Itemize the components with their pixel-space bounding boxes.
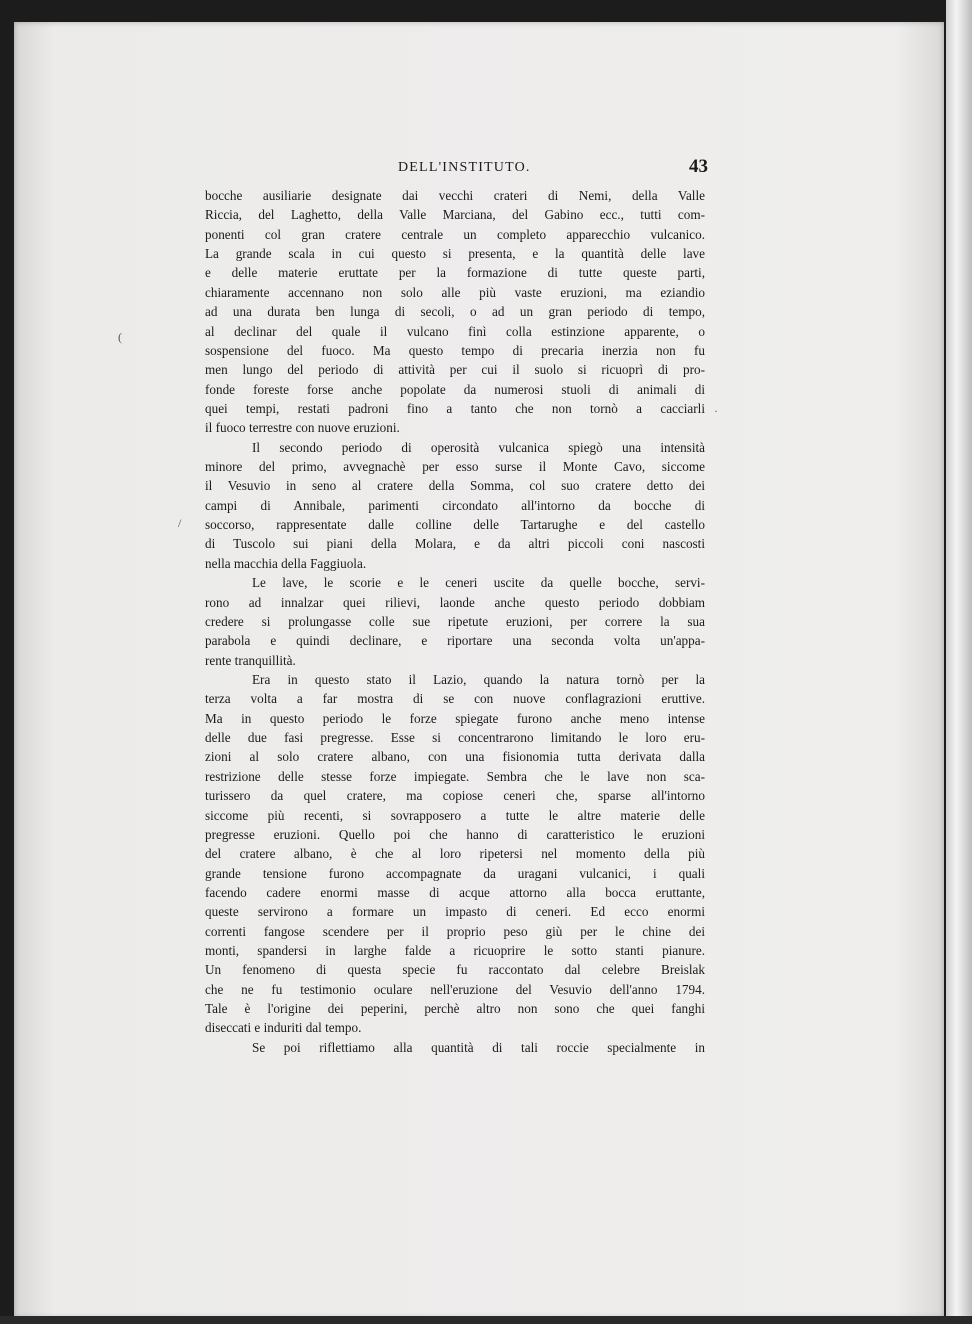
running-head: DELL'INSTITUTO. <box>398 160 531 175</box>
text-line: Un fenomeno di questa specie fu raccontato dal celebre Breislak <box>205 962 705 978</box>
text-line: sospensione del fuoco. Ma questo tempo di precaria inerzia non fu <box>205 342 705 358</box>
margin-mark: · <box>714 404 718 418</box>
text-line: La grande scala in cui questo si presenta, e la quantità delle lave <box>205 246 705 262</box>
text-line: zioni al solo cratere albano, con una fisionomia tutta derivata dalla <box>205 749 705 765</box>
text-line: e delle materie eruttate per la formazione di tutte queste parti, <box>205 265 705 281</box>
text-line: correnti fangose scendere per il proprio peso giù per le chine dei <box>205 923 705 939</box>
text-line: facendo cadere enormi masse di acque attorno alla bocca eruttante, <box>205 884 705 900</box>
text-line: soccorso, rappresentate dalle colline delle Tartarughe e del castello <box>205 517 705 533</box>
text-line: al declinar del quale il vulcano finì colla estinzione apparente, o <box>205 323 705 339</box>
text-line: queste servirono a formare un impasto di ceneri. Ed ecco enormi <box>205 904 705 920</box>
text-line: rente tranquillità. <box>205 652 296 668</box>
text-line: il Vesuvio in seno al cratere della Somma, col suo cratere detto dei <box>205 478 705 494</box>
text-line: nella macchia della Faggiuola. <box>205 555 367 571</box>
page-edge <box>946 0 972 1324</box>
text-line: Le lave, le scorie e le ceneri uscite da quelle bocche, servi- <box>252 575 705 591</box>
text-line: rono ad innalzar quei rilievi, laonde anche questo periodo dobbiam <box>205 594 705 610</box>
text-line: Ma in questo periodo le forze spiegate furono anche meno intense <box>205 710 705 726</box>
text-line: restrizione delle stesse forze impiegate. Sembra che le lave non sca- <box>205 768 705 784</box>
text-line: parabola e quindi declinare, e riportare una seconda volta un'appa- <box>205 633 705 649</box>
text-line: bocche ausiliarie designate dai vecchi crateri di Nemi, della Valle <box>205 188 705 203</box>
margin-mark: ( <box>118 330 122 344</box>
margin-mark: / <box>178 516 182 530</box>
text-line: men lungo del periodo di attività per cui il suolo si ricuoprì di pro- <box>205 362 705 378</box>
text-line: quei tempi, restati padroni fino a tanto che non tornò a cacciarli <box>205 400 705 416</box>
text-line: Tale è l'origine dei peperini, perchè altro non sono che quei fanghi <box>205 1001 705 1017</box>
text-line: del cratere albano, è che al loro ripetersi nel momento della più <box>205 846 705 862</box>
text-line: minore del primo, avvegnachè per esso surse il Monte Cavo, siccome <box>205 459 705 475</box>
text-line: Era in questo stato il Lazio, quando la natura tornò per la <box>252 671 705 687</box>
text-line: chiaramente accennano non solo alle più vaste eruzioni, ma eziandio <box>205 284 705 300</box>
text-line: Il secondo periodo di operosità vulcanica spiegò una intensità <box>252 439 705 455</box>
text-line: Riccia, del Laghetto, della Valle Marciana, del Gabino ecc., tutti com- <box>205 207 705 223</box>
text-line: Se poi riflettiamo alla quantità di tali roccie specialmente in <box>252 1039 705 1055</box>
text-line: ad una durata ben lunga di secoli, o ad un gran periodo di tempo, <box>205 304 705 320</box>
text-line: che ne fu testimonio oculare nell'eruzione del Vesuvio dell'anno 1794. <box>205 981 705 997</box>
text-line: terza volta a far mostra di se con nuove conflagrazioni eruttive. <box>205 691 705 707</box>
text-line: siccome più recenti, si sovrapposero a tutte le altre materie delle <box>205 807 705 823</box>
text-line: credere si prolungasse colle sue ripetute eruzioni, per correre la sua <box>205 613 705 629</box>
page-number: 43 <box>689 156 708 177</box>
text-line: pregresse eruzioni. Quello poi che hanno di caratteristico le eruzioni <box>205 826 705 842</box>
text-line: monti, spandersi in larghe falde a ricuoprire le sotto stanti pianure. <box>205 943 705 959</box>
text-line: di Tuscolo sui piani della Molara, e da altri piccoli coni nascosti <box>205 536 705 552</box>
text-line: turissero da quel cratere, ma copiose ceneri che, sparse all'intorno <box>205 788 705 804</box>
scan-border <box>0 1316 972 1324</box>
text-line: ponenti col gran cratere centrale un completo apparecchio vulcanico. <box>205 226 705 242</box>
body-text <box>205 186 705 1057</box>
text-line: grande tensione furono accompagnate da uragani vulcanici, i quali <box>205 865 705 881</box>
text-line: diseccati e induriti dal tempo. <box>205 1020 362 1036</box>
page-header <box>205 158 710 180</box>
text-line: campi di Annibale, parimenti circondato all'intorno da bocche di <box>205 497 705 513</box>
text-line: il fuoco terrestre con nuove eruzioni. <box>205 420 400 436</box>
text-line: fonde foreste forse anche popolate da numerosi stuoli di animali di <box>205 381 705 397</box>
text-line: delle due fasi pregresse. Esse si concentrarono limitando le loro eru- <box>205 730 705 746</box>
